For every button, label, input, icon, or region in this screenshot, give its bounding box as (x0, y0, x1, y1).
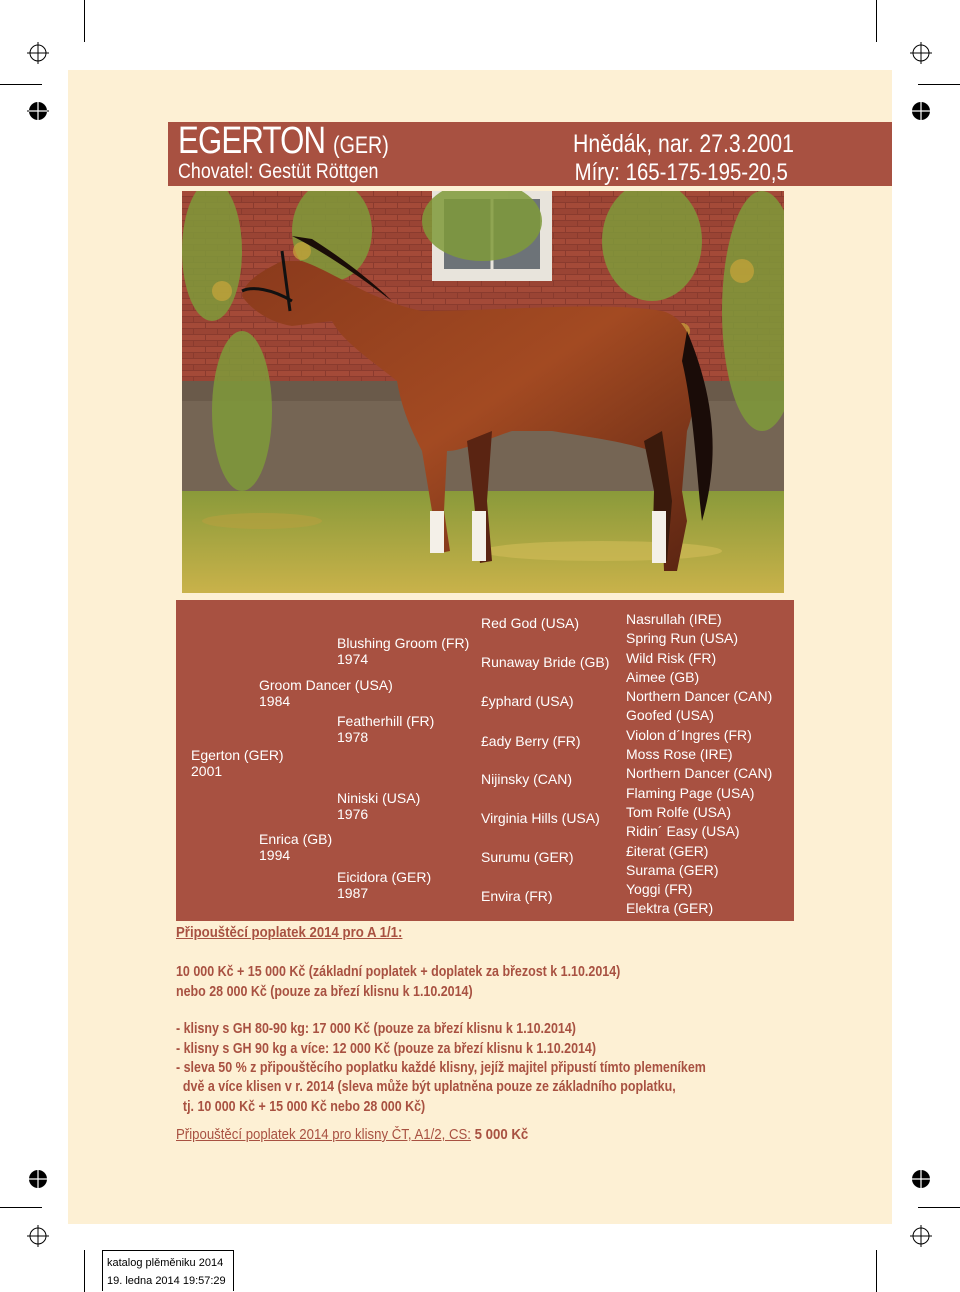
pedigree-great-grandparent: £ady Berry (FR) (481, 733, 581, 749)
fee-line: - klisny s GH 80-90 kg: 17 000 Kč (pouze za březí klisnu k 1.10.2014) (176, 1021, 576, 1037)
pedigree-great-grandparent: Runaway Bride (GB) (481, 654, 610, 670)
fee-line: 10 000 Kč + 15 000 Kč (základní poplatek + doplatek za březost k 1.10.2014) (176, 964, 621, 980)
registration-mark-icon (27, 42, 49, 64)
pedigree-grandparent-name: Eicidora (GER) (337, 869, 432, 885)
pedigree-ancestor: Nasrullah (IRE) (626, 611, 722, 627)
pedigree-table (176, 600, 794, 921)
horse-photo-illustration (182, 191, 784, 593)
pedigree-great-grandparent: Envira (FR) (481, 888, 553, 904)
fee-line: - klisny s GH 90 kg a více: 12 000 Kč (pouze za březí klisnu k 1.10.2014) (176, 1041, 597, 1057)
slug-line-2: 19. ledna 2014 19:57:29 (107, 1275, 226, 1287)
fee-line: nebo 28 000 Kč (pouze za březí klisnu k 1.10.2014) (176, 984, 473, 1000)
crop-mark (84, 1250, 85, 1292)
pedigree-great-grandparent: Red God (USA) (481, 615, 580, 631)
crop-mark (876, 0, 877, 42)
pedigree-ancestor: Flaming Page (USA) (626, 785, 755, 801)
pedigree-grandparent (337, 790, 420, 822)
registration-mark-icon (910, 100, 932, 122)
fee-other (176, 1126, 528, 1143)
pedigree-great-grandparent: Surumu (GER) (481, 849, 574, 865)
crop-mark (0, 1207, 42, 1208)
pedigree-ancestor: Northern Dancer (CAN) (626, 688, 773, 704)
pedigree-ancestor: Yoggi (FR) (626, 881, 693, 897)
registration-mark-icon (27, 1168, 49, 1190)
breeder: Chovatel: Gestüt Röttgen (178, 160, 379, 183)
pedigree-ancestor: £iterat (GER) (626, 843, 709, 859)
coat-birth: Hnědák, nar. 27.3.2001 (573, 130, 794, 158)
fee-line: - sleva 50 % z připouštěcího poplatku každé klisny, jejíž majitel připustí tímto plemeníkem (176, 1060, 706, 1076)
crop-mark (0, 84, 42, 85)
slug-line-1: katalog plěměniku 2014 (107, 1257, 224, 1269)
crop-mark (918, 1207, 960, 1208)
pedigree-grandparent-year: 1976 (337, 806, 369, 822)
crop-mark (918, 84, 960, 85)
pedigree-grandparent (337, 635, 469, 667)
registration-mark-icon (27, 100, 49, 122)
horse-origin: (GER) (333, 132, 389, 159)
pedigree-dam-name: Enrica (GB) (259, 831, 333, 847)
pedigree-ancestor: Violon d´Ingres (FR) (626, 727, 752, 743)
pedigree-grandparent-name: Featherhill (FR) (337, 713, 435, 729)
pedigree-ancestor: Surama (GER) (626, 862, 719, 878)
fee-title: Připouštěcí poplatek 2014 pro A 1/1: (176, 924, 403, 941)
pedigree-subject (191, 747, 284, 779)
measurements: Míry: 165-175-195-20,5 (574, 159, 788, 186)
pedigree-grandparent (337, 869, 431, 901)
pedigree-ancestor: Northern Dancer (CAN) (626, 765, 773, 781)
pedigree-ancestor: Tom Rolfe (USA) (626, 804, 732, 820)
pedigree-ancestor: Elektra (GER) (626, 900, 714, 916)
pedigree-subject-year: 2001 (191, 763, 223, 779)
pedigree-ancestor: Wild Risk (FR) (626, 650, 717, 666)
pedigree-grandparent-year: 1974 (337, 651, 369, 667)
pedigree-ancestor: Aimee (GB) (626, 669, 700, 685)
pedigree-grandparent-name: Blushing Groom (FR) (337, 635, 470, 651)
horse-name-text: EGERTON (178, 120, 326, 162)
print-slug (102, 1250, 234, 1291)
pedigree-ancestor: Spring Run (USA) (626, 630, 739, 646)
pedigree-great-grandparent: £yphard (USA) (481, 693, 574, 709)
pedigree-sire-name: Groom Dancer (USA) (259, 677, 393, 693)
pedigree-great-grandparent: Nijinsky (CAN) (481, 771, 572, 787)
crop-mark (84, 0, 85, 42)
pedigree-ancestor: Goofed (USA) (626, 707, 714, 723)
pedigree-sire (259, 677, 393, 709)
pedigree-dam-year: 1994 (259, 847, 291, 863)
horse-photo (182, 191, 784, 593)
pedigree-sire-year: 1984 (259, 693, 291, 709)
crop-mark (876, 1250, 877, 1292)
fee-other-label: Připouštěcí poplatek 2014 pro klisny ČT, A1/2, CS: (176, 1126, 471, 1143)
header-band (168, 122, 892, 186)
registration-mark-icon (910, 1168, 932, 1190)
pedigree-grandparent-year: 1978 (337, 729, 369, 745)
fee-line: tj. 10 000 Kč + 15 000 Kč nebo 28 000 Kč) (176, 1099, 426, 1115)
horse-name (178, 120, 389, 163)
pedigree-great-grandparent: Virginia Hills (USA) (481, 810, 600, 826)
pedigree-grandparent-year: 1987 (337, 885, 369, 901)
pedigree-ancestor: Ridin´ Easy (USA) (626, 823, 740, 839)
fee-other-amount: 5 000 Kč (470, 1126, 529, 1143)
pedigree-dam (259, 831, 332, 863)
registration-mark-icon (27, 1225, 49, 1247)
pedigree-ancestor: Moss Rose (IRE) (626, 746, 733, 762)
registration-mark-icon (910, 42, 932, 64)
pedigree-grandparent-name: Niniski (USA) (337, 790, 421, 806)
pedigree-subject-name: Egerton (GER) (191, 747, 284, 763)
pedigree-grandparent (337, 713, 434, 745)
registration-mark-icon (910, 1225, 932, 1247)
fee-line: dvě a více klisen v r. 2014 (sleva může být uplatněna pouze ze základního poplatku, (176, 1079, 676, 1095)
